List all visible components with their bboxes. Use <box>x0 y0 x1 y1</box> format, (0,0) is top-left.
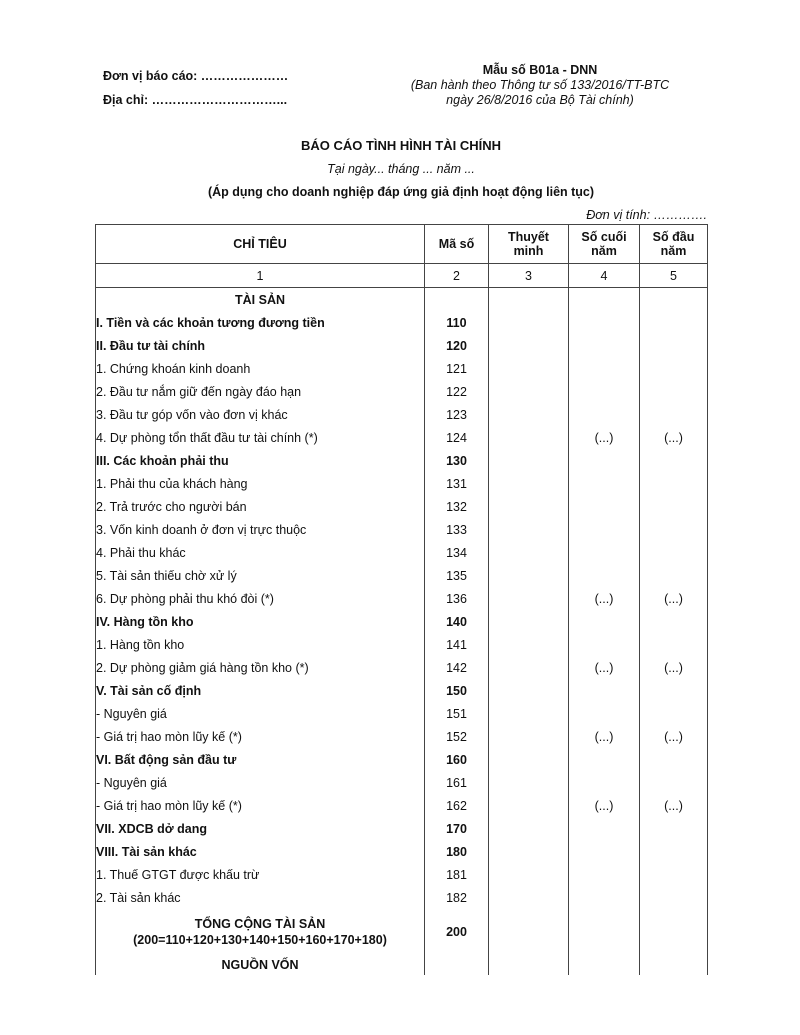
row-year-end-value <box>569 817 640 840</box>
row-note <box>489 794 569 817</box>
col-number: 3 <box>489 264 569 288</box>
row-year-end-value <box>569 702 640 725</box>
row-year-begin-value: (...) <box>640 794 708 817</box>
table-row <box>96 748 708 771</box>
row-indicator: II. Đầu tư tài chính <box>96 334 425 357</box>
row-note <box>489 840 569 863</box>
report-title: BÁO CÁO TÌNH HÌNH TÀI CHÍNH <box>300 138 502 153</box>
row-note <box>489 380 569 403</box>
row-indicator: 2. Tài sản khác <box>96 886 425 909</box>
row-year-begin-value <box>640 380 708 403</box>
total-note-cell <box>489 909 569 955</box>
row-code: 162 <box>425 794 489 817</box>
row-year-begin-value <box>640 334 708 357</box>
row-year-begin-value <box>640 817 708 840</box>
row-year-begin-value: (...) <box>640 587 708 610</box>
row-indicator: - Giá trị hao mòn lũy kế (*) <box>96 794 425 817</box>
table-row <box>96 426 708 449</box>
row-code: 124 <box>425 426 489 449</box>
col-header-year-end: Số cuối năm <box>569 225 640 264</box>
row-code: 135 <box>425 564 489 587</box>
row-note <box>489 863 569 886</box>
empty-cell <box>569 955 640 975</box>
row-year-begin-value <box>640 472 708 495</box>
total-begin-cell <box>640 909 708 955</box>
row-code: 131 <box>425 472 489 495</box>
row-note <box>489 886 569 909</box>
row-code: 181 <box>425 863 489 886</box>
row-note <box>489 702 569 725</box>
row-code: 152 <box>425 725 489 748</box>
table-row <box>96 771 708 794</box>
row-note <box>489 656 569 679</box>
row-year-begin-value <box>640 748 708 771</box>
table-row <box>96 357 708 380</box>
row-year-begin-value: (...) <box>640 426 708 449</box>
col-number: 2 <box>425 264 489 288</box>
row-code: 182 <box>425 886 489 909</box>
col-header-code: Mã số <box>425 225 489 264</box>
row-year-end-value <box>569 679 640 702</box>
row-code: 170 <box>425 817 489 840</box>
col-number: 1 <box>96 264 425 288</box>
table-row <box>96 403 708 426</box>
capital-section-label: NGUỒN VỐN <box>96 955 425 975</box>
row-indicator: 4. Phải thu khác <box>96 541 425 564</box>
table-row <box>96 610 708 633</box>
row-year-begin-value <box>640 633 708 656</box>
row-note <box>489 449 569 472</box>
row-year-begin-value <box>640 449 708 472</box>
table-row <box>96 587 708 610</box>
row-code: 123 <box>425 403 489 426</box>
col-number: 5 <box>640 264 708 288</box>
row-year-begin-value <box>640 610 708 633</box>
row-indicator: - Giá trị hao mòn lũy kế (*) <box>96 725 425 748</box>
table-row <box>96 288 708 312</box>
table-row <box>96 886 708 909</box>
row-note <box>489 403 569 426</box>
row-code: 120 <box>425 334 489 357</box>
row-indicator: 5. Tài sản thiếu chờ xử lý <box>96 564 425 587</box>
table-row <box>96 495 708 518</box>
report-date: Tại ngày... tháng ... năm ... <box>327 162 475 176</box>
row-year-begin-value <box>640 288 708 312</box>
row-note <box>489 518 569 541</box>
empty-cell <box>425 955 489 975</box>
row-indicator: 2. Dự phòng giảm giá hàng tồn kho (*) <box>96 656 425 679</box>
row-indicator: - Nguyên giá <box>96 702 425 725</box>
row-indicator: III. Các khoản phải thu <box>96 449 425 472</box>
row-year-end-value <box>569 403 640 426</box>
row-note <box>489 472 569 495</box>
row-indicator: VII. XDCB dở dang <box>96 817 425 840</box>
row-code: 130 <box>425 449 489 472</box>
row-year-end-value <box>569 564 640 587</box>
row-note <box>489 564 569 587</box>
row-code <box>425 288 489 312</box>
row-indicator: 1. Chứng khoán kinh doanh <box>96 357 425 380</box>
row-year-end-value <box>569 288 640 312</box>
issued-by-line1: (Ban hành theo Thông tư số 133/2016/TT-BTC <box>410 78 670 92</box>
row-year-end-value <box>569 357 640 380</box>
row-year-begin-value: (...) <box>640 725 708 748</box>
row-indicator: V. Tài sản cố định <box>96 679 425 702</box>
row-year-end-value <box>569 840 640 863</box>
row-code: 150 <box>425 679 489 702</box>
row-indicator: 1. Thuế GTGT được khấu trừ <box>96 863 425 886</box>
table-row <box>96 472 708 495</box>
row-year-end-value <box>569 380 640 403</box>
applies-note: (Áp dụng cho doanh nghiệp đáp ứng giả định hoạt động liên tục) <box>207 185 595 199</box>
currency-unit: Đơn vị tính: …………. <box>586 208 707 222</box>
row-year-end-value <box>569 472 640 495</box>
row-year-end-value <box>569 311 640 334</box>
row-note <box>489 817 569 840</box>
row-indicator: 4. Dự phòng tổn thất đầu tư tài chính (*) <box>96 426 425 449</box>
row-note <box>489 725 569 748</box>
total-end-cell <box>569 909 640 955</box>
form-info-block <box>375 62 705 108</box>
row-year-end-value <box>569 633 640 656</box>
row-indicator: VI. Bất động sản đầu tư <box>96 748 425 771</box>
issued-by-line2: ngày 26/8/2016 của Bộ Tài chính) <box>446 93 634 107</box>
row-code: 122 <box>425 380 489 403</box>
col-number: 4 <box>569 264 640 288</box>
row-note <box>489 495 569 518</box>
row-indicator: 3. Vốn kinh doanh ở đơn vị trực thuộc <box>96 518 425 541</box>
row-code: 161 <box>425 771 489 794</box>
row-code: 140 <box>425 610 489 633</box>
total-assets-label: TỔNG CỘNG TÀI SẢN (200=110+120+130+140+150+160+170+180) <box>96 909 425 955</box>
row-note <box>489 334 569 357</box>
row-year-begin-value <box>640 886 708 909</box>
row-note <box>489 587 569 610</box>
row-year-begin-value <box>640 311 708 334</box>
table-row <box>96 702 708 725</box>
table-row <box>96 380 708 403</box>
row-year-end-value <box>569 518 640 541</box>
row-year-begin-value <box>640 702 708 725</box>
row-year-end-value: (...) <box>569 794 640 817</box>
row-indicator: 3. Đầu tư góp vốn vào đơn vị khác <box>96 403 425 426</box>
row-note <box>489 311 569 334</box>
row-code: 134 <box>425 541 489 564</box>
col-header-note: Thuyết minh <box>489 225 569 264</box>
table-row <box>96 449 708 472</box>
total-assets-code: 200 <box>425 909 489 955</box>
row-note <box>489 610 569 633</box>
row-note <box>489 679 569 702</box>
row-code: 132 <box>425 495 489 518</box>
row-year-begin-value <box>640 564 708 587</box>
row-year-end-value: (...) <box>569 587 640 610</box>
row-indicator: I. Tiền và các khoản tương đương tiền <box>96 311 425 334</box>
row-code: 136 <box>425 587 489 610</box>
form-number: Mẫu số B01a - DNN <box>482 63 598 77</box>
row-indicator: 2. Trả trước cho người bán <box>96 495 425 518</box>
row-note <box>489 633 569 656</box>
table-row <box>96 656 708 679</box>
table-body <box>96 288 708 910</box>
row-year-begin-value: (...) <box>640 656 708 679</box>
table-row <box>96 311 708 334</box>
table-row <box>96 679 708 702</box>
total-assets-row <box>96 909 708 955</box>
row-year-begin-value <box>640 541 708 564</box>
row-year-end-value <box>569 610 640 633</box>
row-code: 142 <box>425 656 489 679</box>
row-indicator: 6. Dự phòng phải thu khó đòi (*) <box>96 587 425 610</box>
capital-section-row <box>96 955 708 975</box>
table-row <box>96 633 708 656</box>
row-year-end-value: (...) <box>569 426 640 449</box>
table-row <box>96 334 708 357</box>
row-note <box>489 748 569 771</box>
row-indicator: - Nguyên giá <box>96 771 425 794</box>
row-code: 121 <box>425 357 489 380</box>
row-code: 110 <box>425 311 489 334</box>
empty-cell <box>640 955 708 975</box>
table-row <box>96 863 708 886</box>
table-row <box>96 725 708 748</box>
row-note <box>489 541 569 564</box>
table-row <box>96 840 708 863</box>
table-row <box>96 817 708 840</box>
row-indicator: 2. Đầu tư nắm giữ đến ngày đáo hạn <box>96 380 425 403</box>
row-note <box>489 771 569 794</box>
row-year-begin-value <box>640 840 708 863</box>
table-row <box>96 518 708 541</box>
row-note <box>489 288 569 312</box>
balance-table <box>95 224 708 975</box>
row-code: 141 <box>425 633 489 656</box>
row-year-end-value <box>569 334 640 357</box>
row-indicator: VIII. Tài sản khác <box>96 840 425 863</box>
row-year-begin-value <box>640 357 708 380</box>
row-year-end-value <box>569 495 640 518</box>
row-note <box>489 426 569 449</box>
row-year-end-value: (...) <box>569 725 640 748</box>
row-code: 180 <box>425 840 489 863</box>
table-row <box>96 794 708 817</box>
table-row <box>96 541 708 564</box>
row-year-end-value <box>569 541 640 564</box>
row-year-begin-value <box>640 679 708 702</box>
row-code: 160 <box>425 748 489 771</box>
table-row <box>96 564 708 587</box>
row-year-end-value <box>569 449 640 472</box>
row-indicator: 1. Hàng tồn kho <box>96 633 425 656</box>
row-year-begin-value <box>640 771 708 794</box>
row-year-end-value <box>569 863 640 886</box>
row-indicator: TÀI SẢN <box>96 288 425 312</box>
row-indicator: IV. Hàng tồn kho <box>96 610 425 633</box>
row-year-end-value: (...) <box>569 656 640 679</box>
report-unit-block <box>103 64 288 112</box>
reporting-unit-label: Đơn vị báo cáo: ………………… <box>103 69 289 83</box>
row-year-begin-value <box>640 403 708 426</box>
row-indicator: 1. Phải thu của khách hàng <box>96 472 425 495</box>
column-number-row <box>96 264 708 288</box>
empty-cell <box>489 955 569 975</box>
row-code: 151 <box>425 702 489 725</box>
row-code: 133 <box>425 518 489 541</box>
row-year-end-value <box>569 748 640 771</box>
col-header-year-begin: Số đầu năm <box>640 225 708 264</box>
row-year-end-value <box>569 886 640 909</box>
row-note <box>489 357 569 380</box>
col-header-indicator: CHỈ TIÊU <box>96 225 425 264</box>
row-year-begin-value <box>640 518 708 541</box>
row-year-begin-value <box>640 863 708 886</box>
row-year-end-value <box>569 771 640 794</box>
table-header-row <box>96 225 708 264</box>
row-year-begin-value <box>640 495 708 518</box>
address-label: Địa chỉ: …………………………... <box>103 93 288 107</box>
